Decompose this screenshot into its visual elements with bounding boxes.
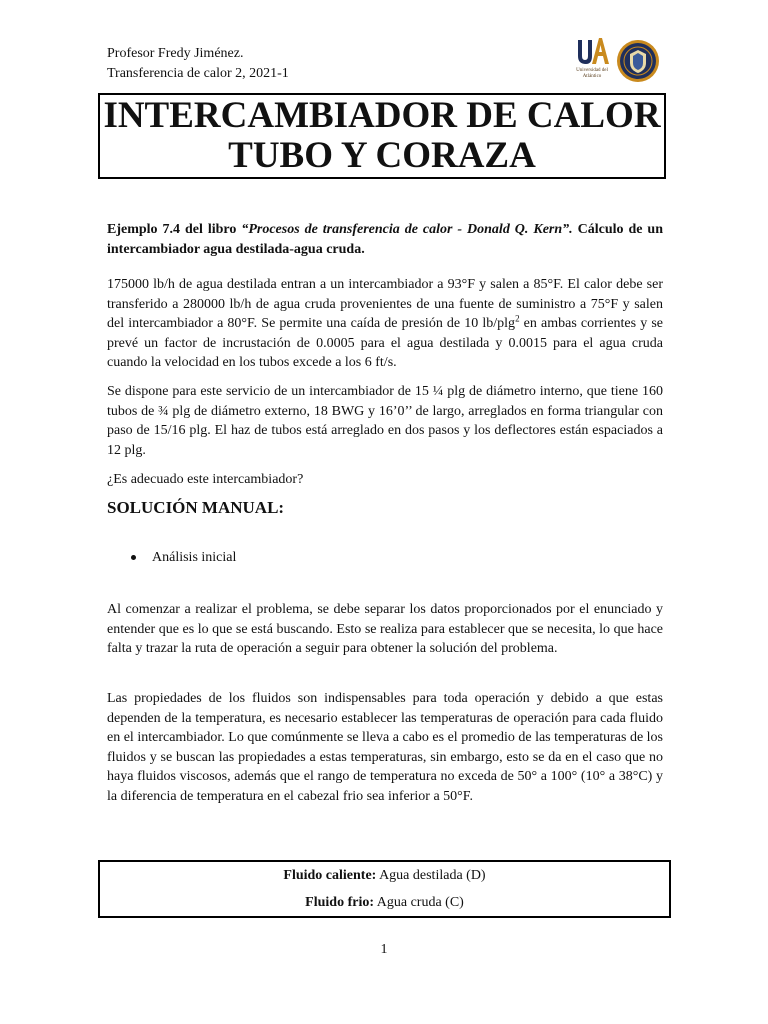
title-line-1: INTERCAMBIADOR DE CALOR: [103, 95, 661, 136]
problem-paragraph-1: [107, 275, 663, 373]
fluid-definition-table: [98, 860, 671, 918]
document-title: [98, 93, 666, 179]
book-reference: “Procesos de transferencia de calor - Donald Q. Kern”.: [241, 222, 573, 237]
example-prefix: Ejemplo 7.4 del libro: [107, 222, 242, 237]
faculty-seal-icon: [616, 39, 660, 83]
cold-fluid-value: Agua cruda (C): [374, 895, 464, 910]
units-superscript: 2: [515, 313, 520, 324]
example-suffix: Cálculo de un intercambiador agua destilada-agua cruda.: [107, 222, 663, 257]
course-line: Transferencia de calor 2, 2021-1: [107, 66, 289, 81]
page-number: 1: [380, 942, 388, 957]
author-line: Profesor Fredy Jiménez.: [107, 46, 244, 61]
bullet-label: Análisis inicial: [152, 550, 237, 565]
university-logo: [574, 36, 610, 88]
title-line-2: TUBO Y CORAZA: [228, 135, 536, 176]
bullet-item: [131, 550, 236, 566]
problem-paragraph-2: Se dispone para este servicio de un intercambiador de 15 ¼ plg de diámetro interno, que tiene 160 tubos de ¾ plg de diámetro externo, 18 BWG y 16’0’’ de largo, arreglados en forma triangular con paso de 15/16 plg. El haz de tubos está arreglado en dos pasos y los deflectores están espaciados a 12 plg.: [107, 384, 663, 458]
analysis-paragraph-2: Las propiedades de los fluidos son indispensables para toda operación y debido a que estas dependen de la temperatura, es necesario establecer las temperaturas de operación para cada fluido en el intercambiador. Lo que comúnmente se lleva a cabo es el promedio de las temperaturas de los fluidos y se buscan las propiedades a estas temperaturas, sin embargo, esto se da en el caso que no haya fluidos viscosos, además que el rango de temperatura no exceda de 50° a 100° (10° a 38°C) y la diferencia de temperatura en el cabezal frio sea inferior a 50°F.: [107, 691, 663, 804]
example-statement: [107, 220, 663, 260]
hot-fluid-label: Fluido caliente:: [283, 868, 377, 883]
hot-fluid-value: Agua destilada (D): [376, 868, 486, 883]
cold-fluid-label: Fluido frio:: [305, 895, 375, 910]
cold-fluid-row: [100, 889, 669, 916]
analysis-paragraph-1: Al comenzar a realizar el problema, se debe separar los datos proporcionados por el enunciado y entender que es lo que se está buscando. Esto se realiza para establecer que se necesita, lo que hace falta y trazar la ruta de operación a seguir para obtener la solución del problema.: [107, 602, 663, 656]
solution-heading: SOLUCIÓN MANUAL:: [107, 498, 285, 517]
problem-text-b: en ambas corrientes y se prevé un factor de incrustación de 0.0005 para el agua destilada y 0.0015 para el agua cruda cuando la velocidad en los tubos excede a los 6 ft/s.: [107, 316, 663, 370]
hot-fluid-row: [100, 862, 669, 889]
document-header: [107, 44, 289, 84]
ua-monogram-icon: [574, 36, 610, 68]
university-logo-caption: Universidad del Atlántico: [576, 68, 608, 79]
institution-logos: [574, 36, 664, 88]
bullet-icon: [131, 555, 136, 560]
problem-question: ¿Es adecuado este intercambiador?: [107, 472, 304, 487]
problem-text-a: 175000 lb/h de agua destilada entran a un intercambiador a 93°F y salen a 85°F. El calor debe ser transferido a 280000 lb/h de agua cruda provenientes de una fuente de suministro a 75°F y salen del intercambiador a 80°F. Se permite una caída de presión de 10 lb/plg: [107, 277, 663, 331]
